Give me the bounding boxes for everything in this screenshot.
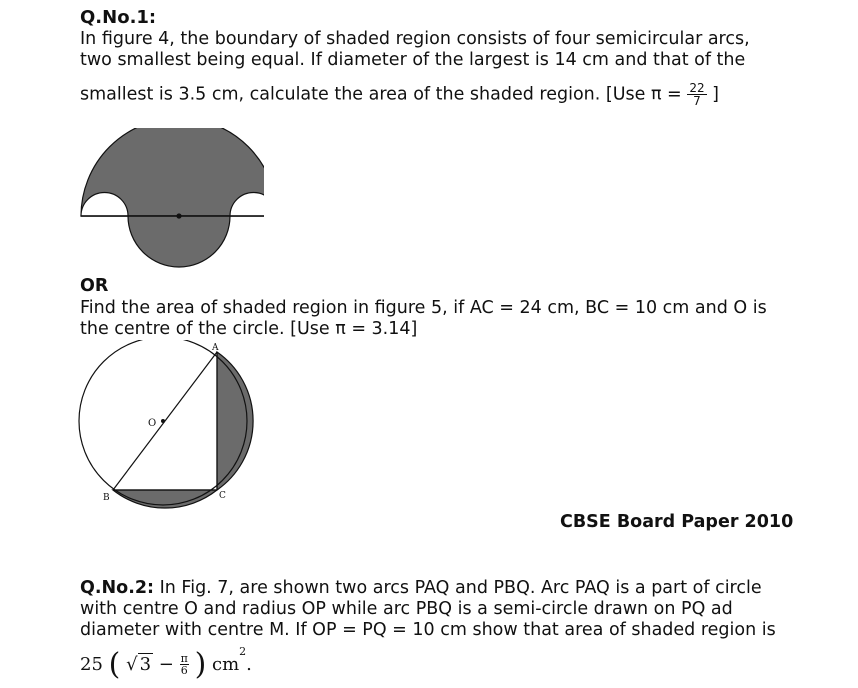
figure4-centre-dot — [176, 213, 181, 218]
figure-5 — [78, 340, 258, 510]
figure5-label-c: C — [219, 491, 226, 501]
q2-line-1 — [80, 578, 762, 599]
q1-line-3 — [80, 82, 719, 107]
figure5-right-segment — [217, 352, 253, 490]
formula-close-paren: ) — [194, 646, 207, 682]
formula-minus: − — [158, 653, 174, 675]
pi-fraction — [687, 82, 706, 107]
pi-denominator: 7 — [693, 94, 701, 108]
or-line-2: the centre of the circle. [Use π = 3.14] — [80, 319, 418, 339]
formula-coefficient: 25 — [80, 653, 103, 675]
formula-pi-fraction — [180, 653, 189, 676]
q2-title: Q.No.2: — [80, 578, 155, 598]
formula-unit: cm — [212, 653, 240, 675]
figure-4 — [74, 128, 264, 278]
figure4-lower-semicircle — [128, 216, 230, 267]
formula-open-paren: ( — [108, 646, 121, 682]
or-label: OR — [80, 276, 109, 296]
formula-sqrt: √ 3 — [126, 653, 152, 675]
figure5-label-b: B — [103, 493, 110, 503]
q1-line-3-text: smallest is 3.5 cm, calculate the area of the shaded region. [Use π = — [80, 84, 682, 105]
q2-formula — [80, 645, 252, 681]
formula-exponent: 2 — [239, 645, 247, 658]
q1-line-2: two smallest being equal. If diameter of the largest is 14 cm and that of the — [80, 50, 746, 70]
figure5-label-a: A — [212, 343, 219, 353]
formula-pi: π — [180, 651, 188, 665]
figure5-label-o: O — [148, 418, 157, 429]
source-label: CBSE Board Paper 2010 — [560, 512, 794, 532]
q2-line-1-text: In Fig. 7, are shown two arcs PAQ and PBQ. Arc PAQ is a part of circle — [154, 578, 762, 598]
formula-six: 6 — [180, 663, 188, 677]
q1-line-3-close: ] — [712, 84, 719, 105]
or-line-1: Find the area of shaded region in figure 5, if AC = 24 cm, BC = 10 cm and O is — [80, 298, 767, 318]
q1-line-1: In figure 4, the boundary of shaded region consists of four semicircular arcs, — [80, 29, 750, 49]
formula-end: . — [246, 653, 252, 675]
figure5-centre-dot — [161, 419, 165, 423]
q1-title: Q.No.1: — [80, 7, 157, 28]
formula-sqrt-value: 3 — [139, 653, 152, 675]
pi-numerator: 22 — [689, 81, 705, 95]
q2-line-2: with centre O and radius OP while arc PBQ is a semi-circle drawn on PQ ad — [80, 599, 733, 619]
q2-line-3: diameter with centre M. If OP = PQ = 10 cm show that area of shaded region is — [80, 620, 776, 640]
